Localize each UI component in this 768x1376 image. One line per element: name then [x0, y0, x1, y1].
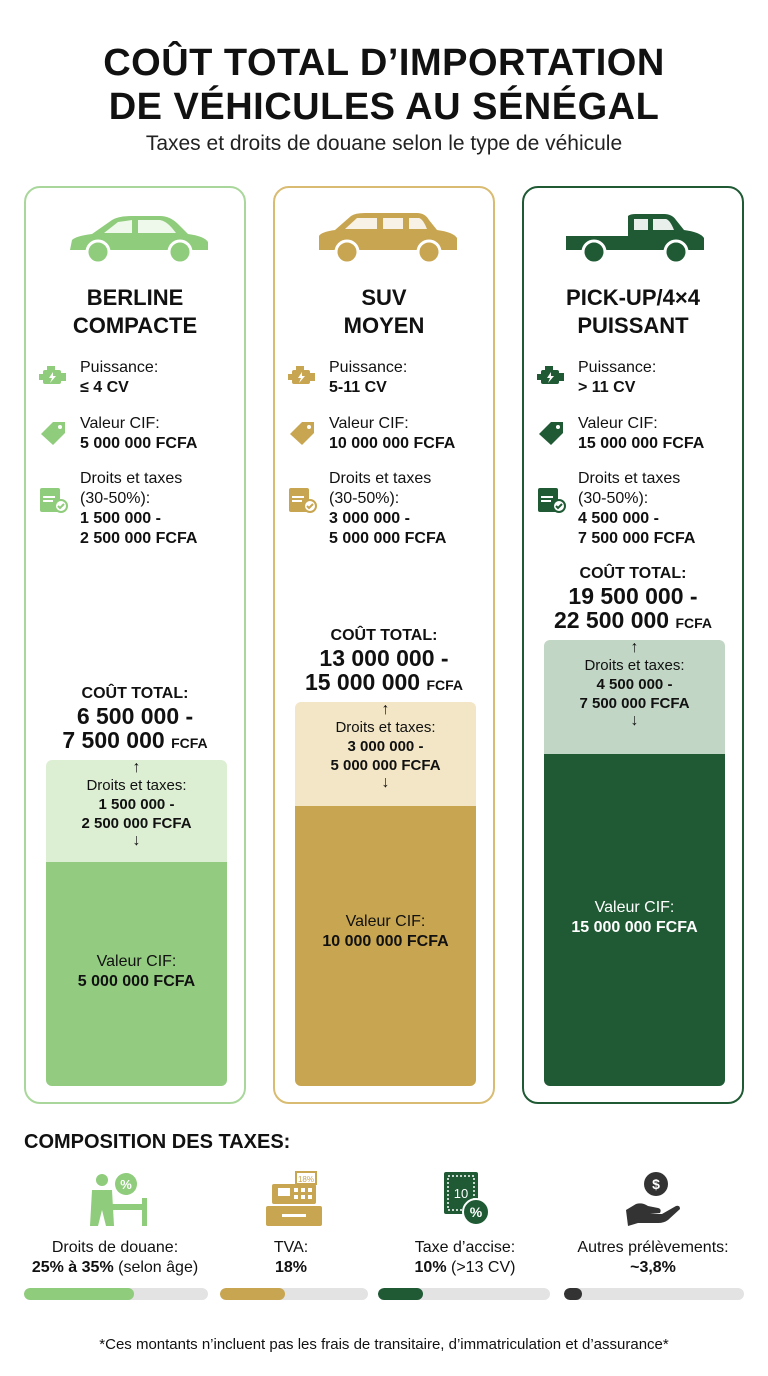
svg-text:%: % — [120, 1177, 132, 1192]
cost-stack-bar — [46, 760, 227, 1086]
engine-icon — [38, 364, 68, 390]
other-progress-bar — [564, 1288, 744, 1300]
segment-duties-label: Droits et taxes: — [335, 719, 436, 736]
duties-segment-label — [46, 760, 227, 849]
cost-stack-bar — [544, 640, 725, 1086]
tva-progress-fill — [220, 1288, 285, 1300]
vehicle-name — [26, 284, 244, 340]
duties-value-min: 1 500 000 - — [80, 510, 161, 527]
composition-label: Taxe d’accise: — [414, 1239, 516, 1256]
excise-stamp-icon — [430, 1170, 500, 1230]
customs-progress-bar — [24, 1288, 208, 1300]
excise-stamp-text: 10 — [453, 1186, 469, 1201]
cost-stack-bar — [295, 702, 476, 1086]
segment-cif-value: 5 000 000 FCFA — [77, 973, 196, 990]
composition-label: Autres prélèvements: — [577, 1239, 729, 1256]
vehicle-name-line-1: SUV — [361, 285, 407, 310]
total-cost — [524, 564, 742, 635]
svg-text:$: $ — [652, 1176, 660, 1192]
page-title-line-1: COÛT TOTAL D’IMPORTATION — [103, 42, 665, 84]
total-cost-min: 13 000 000 - — [319, 645, 449, 671]
arrow-down-icon: ↓ — [630, 712, 639, 729]
tva-receipt-text: 18% — [297, 1175, 315, 1184]
duties-segment-label — [544, 640, 725, 729]
composition-value: 25% à 35% (selon âge) — [31, 1259, 199, 1276]
cif-value: 15 000 000 FCFA — [578, 435, 705, 452]
vehicle-card-pickup — [522, 186, 744, 1104]
arrow-up-icon: ↑ — [630, 640, 639, 656]
cif-value: 10 000 000 FCFA — [329, 435, 456, 452]
total-cost-unit: FCFA — [675, 615, 713, 631]
cif-segment-label — [544, 898, 725, 938]
total-cost-max: 7 500 000 FCFA — [62, 727, 208, 753]
duties-label: Droits et taxes — [80, 470, 183, 487]
segment-duties-max: 2 500 000 FCFA — [81, 815, 192, 832]
vehicle-name — [524, 284, 742, 340]
footnote: *Ces montants n’incluent pas les frais de transitaire, d’immatriculation et d’assurance* — [99, 1336, 669, 1353]
total-cost-max: 15 000 000 FCFA — [304, 669, 464, 695]
pickup-truck-icon — [560, 210, 710, 266]
duties-label: Droits et taxes — [578, 470, 681, 487]
duties-value-min: 4 500 000 - — [578, 510, 659, 527]
excise-progress-bar — [378, 1288, 550, 1300]
power-value: > 11 CV — [578, 379, 636, 396]
power-value: ≤ 4 CV — [80, 379, 129, 396]
cif-segment-label — [295, 912, 476, 952]
vehicle-card-suv — [273, 186, 495, 1104]
duties-value-max: 7 500 000 FCFA — [578, 530, 696, 547]
power-label: Puissance: — [80, 359, 159, 376]
page-subtitle: Taxes et droits de douane selon le type de véhicule — [145, 132, 623, 155]
vehicle-name — [275, 284, 493, 340]
total-cost-min: 19 500 000 - — [568, 583, 698, 609]
arrow-up-icon: ↑ — [381, 702, 390, 718]
total-cost — [26, 684, 244, 755]
segment-cif-label: Valeur CIF: — [594, 899, 675, 916]
segment-cif-value: 10 000 000 FCFA — [322, 933, 449, 950]
composition-customs — [20, 1170, 210, 1278]
sedan-car-icon — [62, 210, 212, 266]
duties-range: (30-50%): — [329, 490, 400, 507]
price-tag-icon — [287, 420, 317, 446]
duties-value-min: 3 000 000 - — [329, 510, 410, 527]
vehicle-name-line-1: PICK-UP/4×4 — [566, 285, 700, 310]
cif-segment-label — [46, 952, 227, 992]
composition-title: COMPOSITION DES TAXES: — [24, 1131, 291, 1153]
composition-other — [558, 1170, 748, 1278]
composition-label: Droits de douane: — [51, 1239, 179, 1256]
duties-label: Droits et taxes — [329, 470, 432, 487]
cif-label: Valeur CIF: — [578, 415, 658, 432]
duties-range: (30-50%): — [578, 490, 649, 507]
power-label: Puissance: — [578, 359, 657, 376]
total-cost-label: COÛT TOTAL: — [579, 565, 687, 582]
segment-cif-label: Valeur CIF: — [345, 913, 426, 930]
segment-duties-max: 7 500 000 FCFA — [579, 695, 690, 712]
total-cost-unit: FCFA — [171, 735, 208, 751]
segment-cif-value: 15 000 000 FCFA — [571, 919, 698, 936]
total-cost — [275, 626, 493, 697]
arrow-up-icon: ↑ — [132, 760, 141, 776]
segment-duties-label: Droits et taxes: — [86, 777, 187, 794]
total-cost-min: 6 500 000 - — [76, 703, 194, 729]
composition-tva — [196, 1170, 386, 1278]
arrow-down-icon: ↓ — [381, 774, 390, 791]
segment-duties-min: 3 000 000 - — [347, 738, 424, 755]
tax-document-icon — [38, 487, 68, 513]
vehicle-name-line-2: MOYEN — [343, 313, 425, 338]
vehicle-card-berline — [24, 186, 246, 1104]
hand-money-icon — [618, 1170, 688, 1230]
duties-range: (30-50%): — [80, 490, 151, 507]
power-label: Puissance: — [329, 359, 408, 376]
composition-label: TVA: — [273, 1239, 309, 1256]
duties-value-max: 2 500 000 FCFA — [80, 530, 198, 547]
vehicle-name-line-1: BERLINE — [86, 285, 184, 310]
suv-car-icon — [311, 210, 461, 266]
duties-segment-label — [295, 702, 476, 791]
segment-cif-label: Valeur CIF: — [96, 953, 177, 970]
vehicle-name-line-2: COMPACTE — [72, 313, 198, 338]
customs-officer-icon — [80, 1170, 150, 1230]
segment-duties-min: 4 500 000 - — [596, 676, 673, 693]
composition-value: ~3,8% — [630, 1259, 676, 1276]
arrow-down-icon: ↓ — [132, 832, 141, 849]
price-tag-icon — [38, 420, 68, 446]
composition-excise — [370, 1170, 560, 1278]
power-value: 5-11 CV — [329, 379, 387, 396]
tax-document-icon — [536, 487, 566, 513]
segment-duties-label: Droits et taxes: — [584, 657, 685, 674]
cif-value: 5 000 000 FCFA — [80, 435, 198, 452]
composition-value: 10% (>13 CV) — [414, 1259, 516, 1276]
total-cost-unit: FCFA — [426, 677, 464, 693]
segment-duties-max: 5 000 000 FCFA — [330, 757, 441, 774]
engine-icon — [287, 364, 317, 390]
total-cost-label: COÛT TOTAL: — [330, 627, 438, 644]
cash-register-icon — [256, 1170, 326, 1230]
cif-label: Valeur CIF: — [329, 415, 409, 432]
total-cost-max: 22 500 000 FCFA — [553, 607, 713, 633]
engine-icon — [536, 364, 566, 390]
tva-progress-bar — [220, 1288, 368, 1300]
total-cost-label: COÛT TOTAL: — [81, 685, 189, 702]
price-tag-icon — [536, 420, 566, 446]
svg-text:%: % — [469, 1204, 483, 1220]
vehicle-name-line-2: PUISSANT — [577, 313, 689, 338]
segment-duties-min: 1 500 000 - — [98, 796, 175, 813]
cif-label: Valeur CIF: — [80, 415, 160, 432]
customs-progress-fill — [24, 1288, 134, 1300]
other-progress-fill — [564, 1288, 582, 1300]
composition-value: 18% — [274, 1259, 308, 1276]
excise-progress-fill — [378, 1288, 423, 1300]
tax-document-icon — [287, 487, 317, 513]
page-title-line-2: DE VÉHICULES AU SÉNÉGAL — [108, 86, 660, 128]
duties-value-max: 5 000 000 FCFA — [329, 530, 447, 547]
